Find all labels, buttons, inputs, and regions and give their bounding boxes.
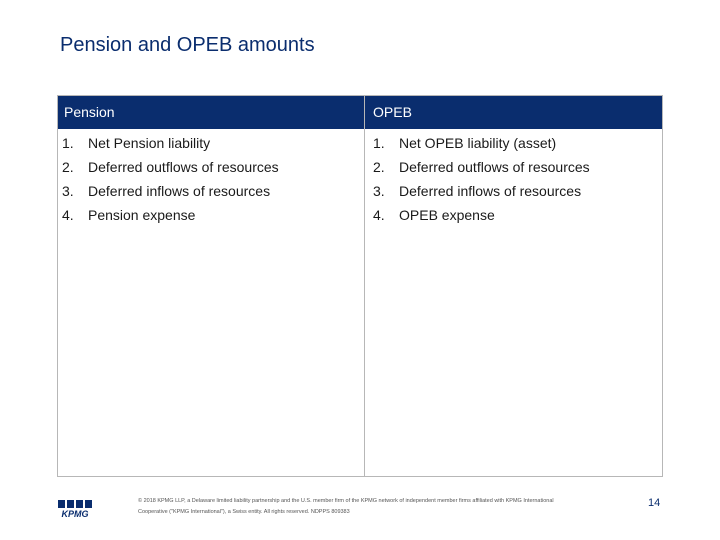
item-text: Deferred outflows of resources (399, 159, 590, 175)
item-number: 4. (62, 207, 74, 223)
comparison-table (57, 95, 663, 477)
opeb-header: OPEB (365, 96, 662, 129)
item-text: Deferred outflows of resources (88, 159, 279, 175)
opeb-column (365, 95, 663, 477)
item-number: 3. (62, 183, 74, 199)
item-text: OPEB expense (399, 207, 495, 223)
item-number: 3. (373, 183, 385, 199)
item-number: 1. (62, 135, 74, 151)
page-number: 14 (648, 497, 661, 509)
list-item (365, 203, 662, 227)
opeb-list (365, 129, 662, 227)
disclaimer-line-2: Cooperative ("KPMG International"), a Swiss entity. All rights reserved. NDPPS 809383 (138, 509, 350, 515)
item-text: Net Pension liability (88, 135, 211, 151)
pension-list (58, 129, 364, 227)
item-text: Deferred inflows of resources (88, 183, 271, 199)
legal-disclaimer (138, 496, 618, 518)
item-number: 2. (62, 159, 74, 175)
disclaimer-line-1: © 2018 KPMG LLP, a Delaware limited liability partnership and the U.S. member firm of the KPMG network of independent member firms affiliated with KPMG International (138, 498, 554, 504)
list-item (58, 155, 364, 179)
list-item (365, 179, 662, 203)
pension-column (57, 95, 365, 477)
item-text: Net OPEB liability (asset) (399, 135, 557, 151)
item-number: 1. (373, 135, 385, 151)
item-number: 2. (373, 159, 385, 175)
kpmg-logo (58, 500, 92, 518)
kpmg-logo-text: KPMG (61, 509, 89, 518)
list-item (365, 131, 662, 155)
slide-title: Pension and OPEB amounts (60, 34, 315, 56)
item-number: 4. (373, 207, 385, 223)
list-item (365, 155, 662, 179)
item-text: Pension expense (88, 207, 196, 223)
pension-header: Pension (58, 96, 364, 129)
kpmg-logo-mark (58, 500, 92, 518)
list-item (58, 179, 364, 203)
list-item (58, 203, 364, 227)
item-text: Deferred inflows of resources (399, 183, 582, 199)
list-item (58, 131, 364, 155)
